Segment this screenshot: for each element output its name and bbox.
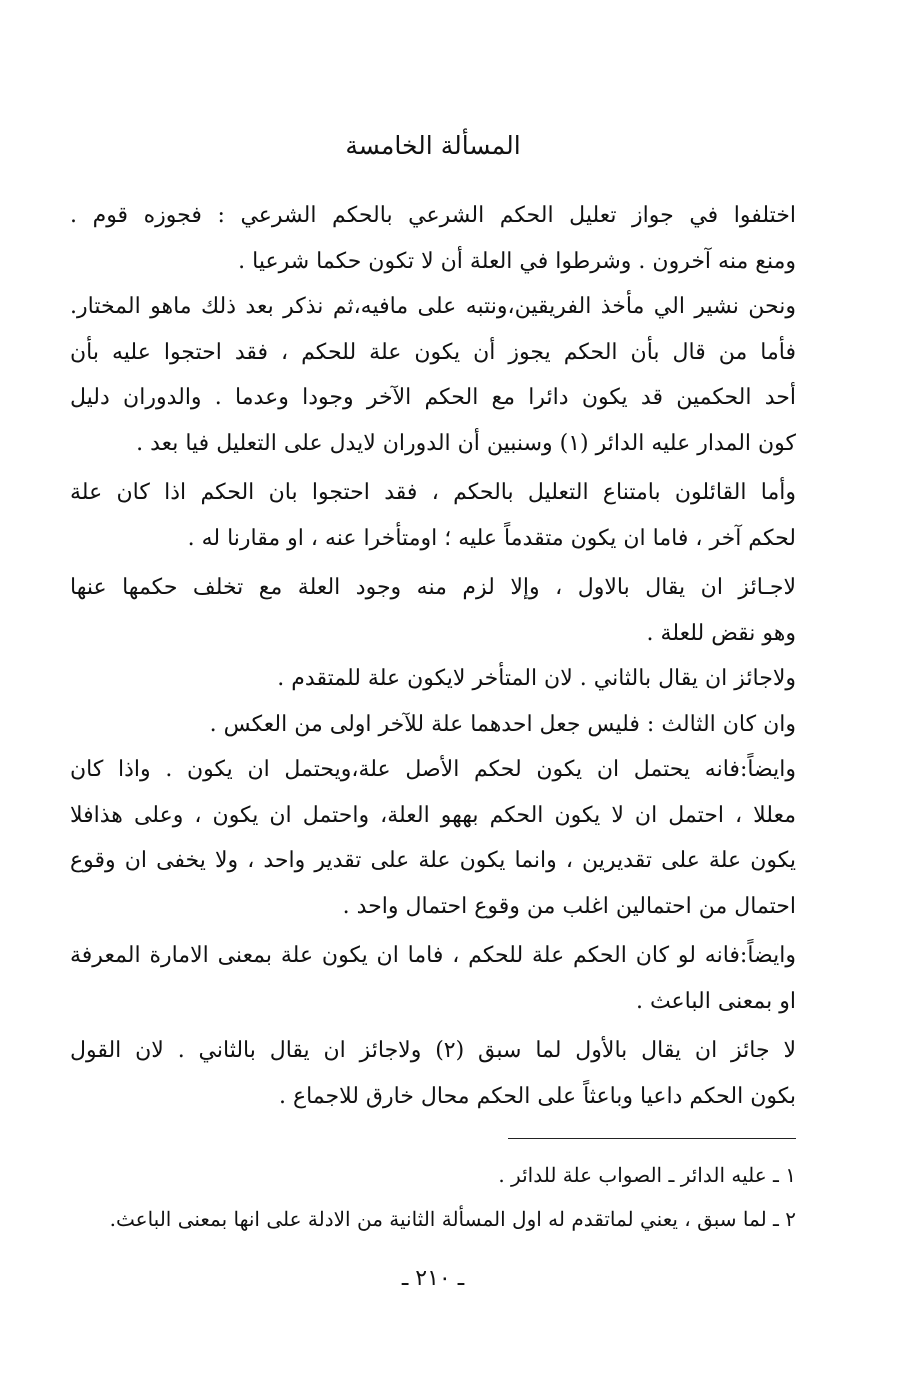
paragraph — [70, 330, 796, 467]
footnote: ٢ ـ لما سبق ، يعني لماتقدم له اول المسألة الثانية من الادلة على انها بمعنى الباعث. — [109, 1207, 796, 1231]
paragraph — [70, 284, 796, 330]
text-line: لحكم آخر ، فاما ان يكون متقدماً عليه ؛ اومتأخرا عنه ، او مقارنا له . — [187, 525, 796, 551]
footnote: ١ ـ عليه الدائر ـ الصواب علة للدائر . — [498, 1163, 796, 1187]
paragraph — [70, 565, 796, 656]
body-text — [70, 193, 796, 1119]
text-line: او بمعنى الباعث . — [635, 988, 796, 1014]
text-line: وهو نقض للعلة . — [646, 620, 796, 646]
book-page — [70, 0, 796, 1379]
footnotes — [70, 1153, 796, 1241]
text-line: لا جائز ان يقال بالأول لما سبق (٢) ولاجائز ان يقال بالثاني . لان القول — [70, 1038, 796, 1063]
footnote-separator — [508, 1138, 796, 1139]
text-line: اختلفوا في جواز تعليل الحكم الشرعي بالحكم الشرعي : فجوزه قوم . — [70, 203, 796, 228]
text-line: ومنع منه آخرون . وشرطوا في العلة أن لا تكون حكما شرعيا . — [238, 248, 796, 274]
section-heading: المسألة الخامسة — [345, 131, 521, 160]
text-line: احتمال من احتمالين اغلب من وقوع احتمال واحد . — [342, 893, 796, 919]
paragraph — [70, 702, 796, 748]
text-line: وايضاً:فانه لو كان الحكم علة للحكم ، فاما ان يكون علة بمعنى الامارة المعرفة — [70, 943, 796, 968]
text-line: بكون الحكم داعيا وباعثاً على الحكم محال خارق للاجماع . — [278, 1083, 796, 1109]
text-line: كون المدار عليه الدائر (١) وسنبين أن الدوران لايدل على التعليل فيا بعد . — [136, 430, 796, 456]
page-number: ـ ٢١٠ ـ — [401, 1266, 465, 1291]
text-line: ونحن نشير الي مأخذ الفريقين،ونتبه على مافيه،ثم نذكر بعد ذلك ماهو المختار. — [70, 294, 796, 319]
paragraph — [70, 1028, 796, 1119]
paragraph — [70, 193, 796, 284]
text-line: معللا ، احتمل ان لا يكون الحكم بههو العلة، واحتمل ان يكون ، وعلى هذافلا — [70, 802, 796, 828]
text-line: لاجـائز ان يقال بالاول ، وإلا لزم منه وجود العلة مع تخلف حكمها عنها — [70, 575, 796, 600]
text-line: وايضاً:فانه يحتمل ان يكون لحكم الأصل علة،ويحتمل ان يكون . واذا كان — [70, 757, 796, 782]
text-line: أحد الحكمين قد يكون دائرا مع الحكم الآخر وجودا وعدما . والدوران دليل — [70, 385, 796, 410]
text-line: وان كان الثالث : فليس جعل احدهما علة للآخر اولى من العكس . — [209, 711, 796, 737]
text-line: ولاجائز ان يقال بالثاني . لان المتأخر لايكون علة للمتقدم . — [277, 666, 796, 691]
paragraph — [70, 747, 796, 929]
text-line: فأما من قال بأن الحكم يجوز أن يكون علة للحكم ، فقد احتجوا عليه بأن — [70, 339, 796, 365]
text-line: وأما القائلون بامتناع التعليل بالحكم ، فقد احتجوا بان الحكم اذا كان علة — [70, 480, 796, 505]
paragraph — [70, 656, 796, 702]
text-line: يكون علة على تقديرين ، وانما يكون علة على تقدير واحد ، ولا يخفى ان وقوع — [70, 848, 796, 873]
paragraph — [70, 470, 796, 561]
paragraph — [70, 933, 796, 1024]
